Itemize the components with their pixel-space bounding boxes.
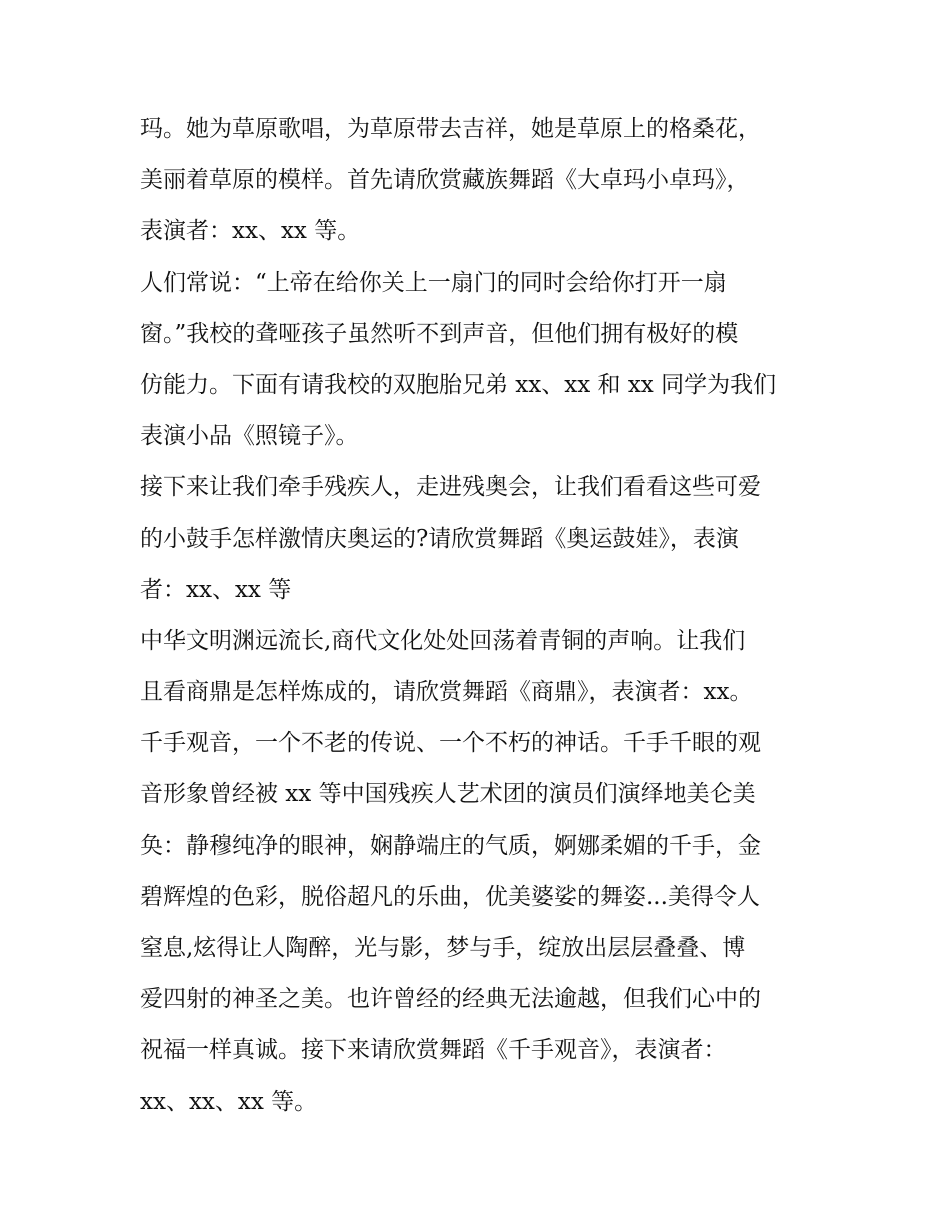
text-line: 中华文明渊远流长,商代文化处处回荡着青铜的声响。让我们 — [140, 627, 746, 654]
text-line: 的小鼓手怎样激情庆奥运的?请欣赏舞蹈《奥运鼓娃》，表演 — [140, 525, 739, 552]
text-line: 表演小品《照镜子》。 — [140, 423, 359, 450]
text-line: 窗。”我校的聋哑孩子虽然听不到声音，但他们拥有极好的模 — [140, 320, 739, 347]
text-line: 且看商鼎是怎样炼成的，请欣赏舞蹈《商鼎》，表演者：xx。 — [140, 679, 753, 706]
text-line: 美丽着草原的模样。首先请欣赏藏族舞蹈《大卓玛小卓玛》， — [140, 167, 750, 194]
text-line: 祝福一样真诚。接下来请欣赏舞蹈《千手观音》，表演者： — [140, 1037, 727, 1064]
text-line: 千手观音，一个不老的传说、一个不朽的神话。千手千眼的观 — [140, 730, 761, 757]
text-line: 仿能力。下面有请我校的双胞胎兄弟 xx、xx 和 xx 同学为我们 — [140, 371, 777, 398]
text-line: 窒息,炫得让人陶醉，光与影，梦与手，绽放出层层叠叠、博 — [140, 935, 746, 961]
text-line: 音形象曾经被 xx 等中国残疾人艺术团的演员们演绎地美仑美 — [140, 781, 756, 808]
text-line: 奂：静穆纯净的眼神，娴静端庄的气质，婀娜柔媚的千手，金 — [140, 832, 761, 859]
text-line: 人们常说：“上帝在给你关上一扇门的同时会给你打开一扇 — [140, 269, 727, 296]
text-line: 表演者：xx、xx 等。 — [140, 218, 361, 245]
text-line: 玛。她为草原歌唱，为草原带去吉祥，她是草原上的格桑花， — [140, 116, 761, 142]
text-line: 接下来让我们牵手残疾人，走进残奥会，让我们看看这些可爱 — [140, 474, 761, 501]
text-line: 碧辉煌的色彩，脱俗超凡的乐曲，优美婆娑的舞姿...美得令人 — [140, 883, 760, 910]
text-line: 爱四射的神圣之美。也许曾经的经典无法逾越，但我们心中的 — [140, 986, 761, 1013]
document-body — [140, 108, 820, 1132]
text-line: xx、xx、xx 等。 — [140, 1088, 318, 1115]
text-line: 者：xx、xx 等 — [140, 576, 292, 603]
